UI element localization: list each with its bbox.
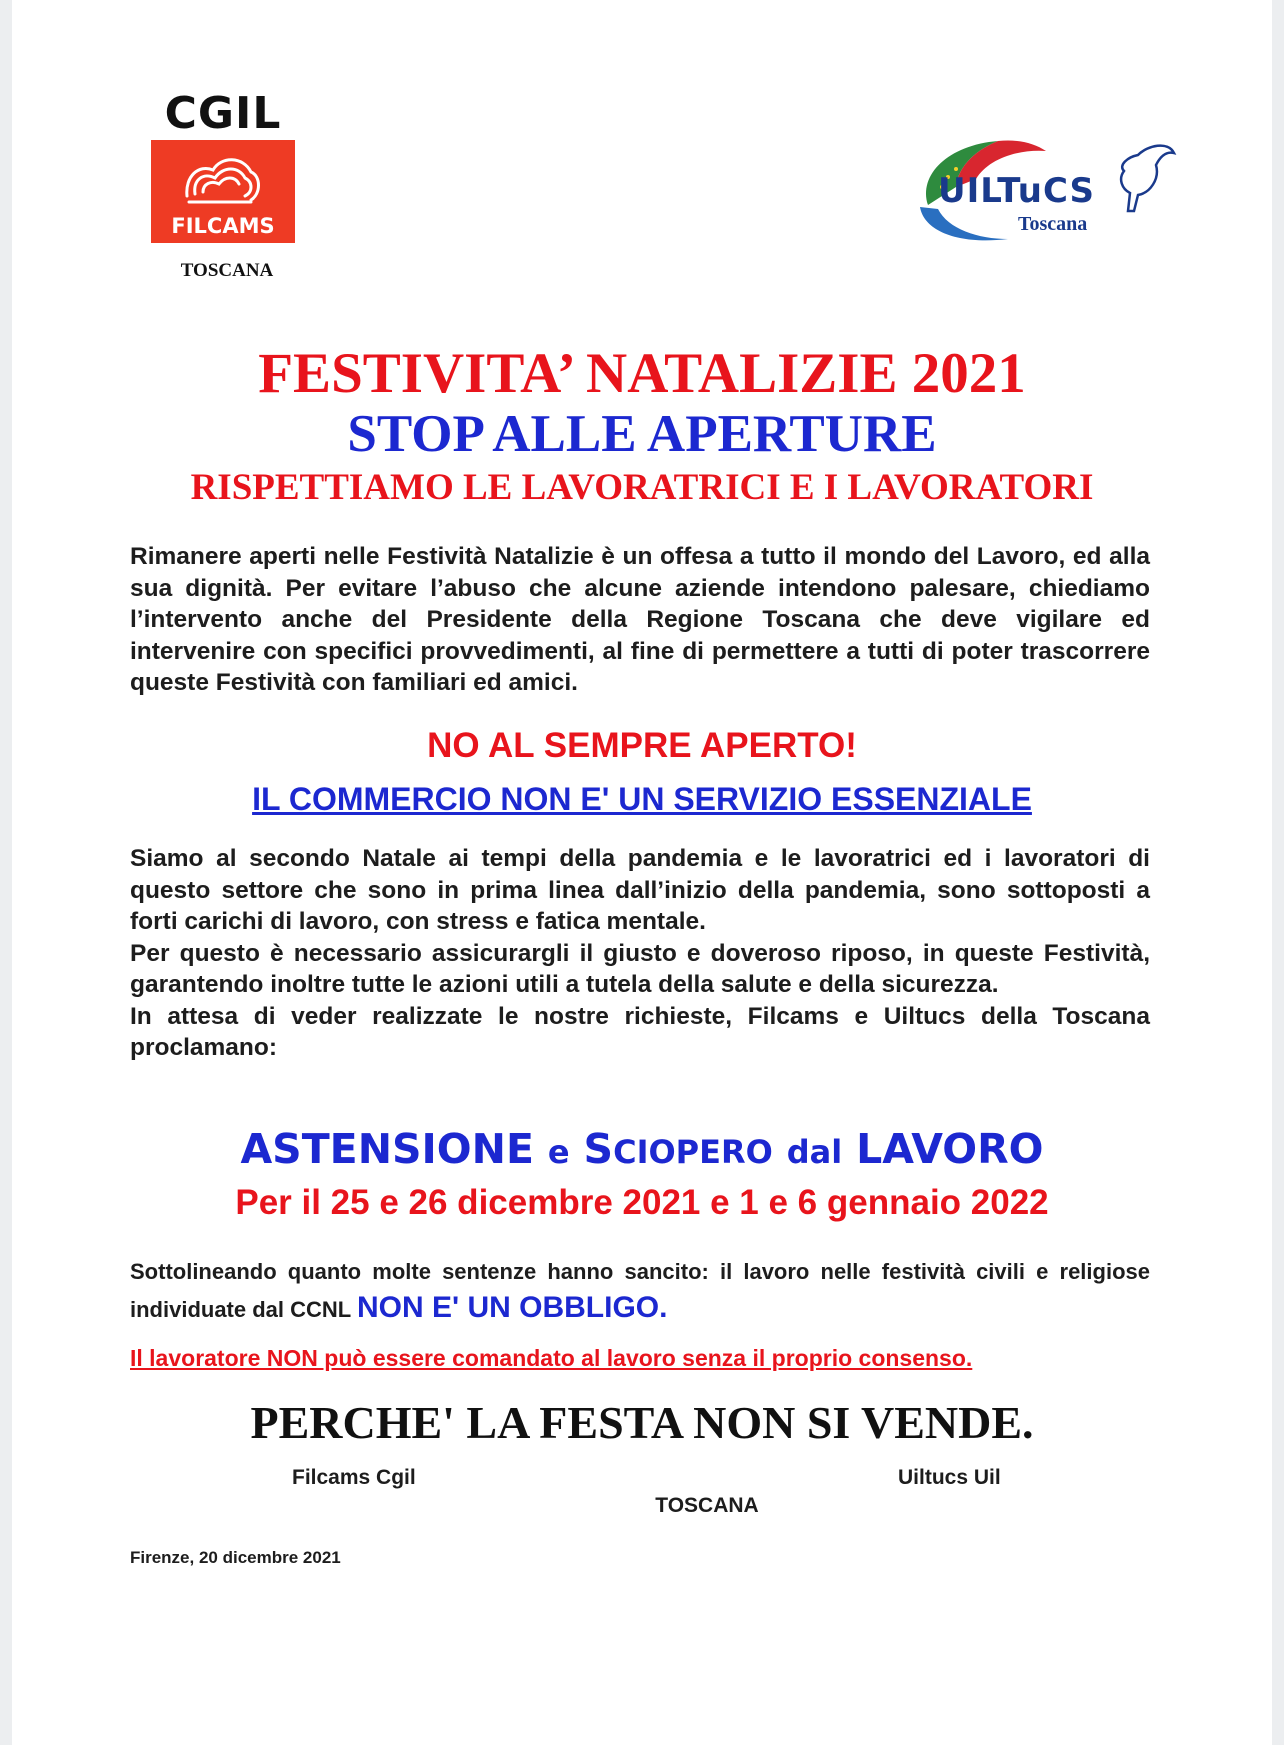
filcams-logo [151, 140, 295, 243]
legal-note-emphasis: NON E' UN OBBLIGO. [356, 1291, 668, 1324]
strike-word-astensione: ASTENSIONE [240, 1125, 534, 1173]
signature-region: TOSCANA [655, 1494, 759, 1517]
document-date: Firenze, 20 dicembre 2021 [130, 1548, 341, 1567]
body-text-3: In attesa di veder realizzate le nostre richieste, Filcams e Uiltucs della Toscana proclamano: [130, 1002, 1150, 1061]
body-text-1: Siamo al secondo Natale ai tempi della pandemia e le lavoratrici ed i lavoratori di questo settore che sono in prima linea dall’inizio della pandemia, sono sottoposti a forti carichi di lavoro, con stress e fatica mentale. [130, 845, 1150, 935]
strike-word-e: e [547, 1133, 570, 1171]
uiltucs-region-label: Toscana [1018, 213, 1088, 235]
signature-filcams: Filcams Cgil [292, 1466, 416, 1489]
body-paragraph [130, 843, 1150, 1064]
uiltucs-logo [898, 135, 1198, 245]
strike-announcement [12, 1125, 1272, 1176]
consent-warning: Il lavoratore NON può essere comandato al lavoro senza il proprio consenso. [130, 1345, 973, 1371]
strike-word-dal: dal [786, 1133, 843, 1171]
signature-uiltucs: Uiltucs Uil [898, 1466, 1001, 1489]
strike-dates: Per il 25 e 26 dicembre 2021 e 1 e 6 gennaio 2022 [235, 1183, 1049, 1222]
subtitle: STOP ALLE APERTURE [347, 405, 937, 463]
flyer-page [12, 0, 1272, 1745]
cgil-region-label: TOSCANA [180, 260, 274, 281]
slogan-commercio: IL COMMERCIO NON E' UN SERVIZIO ESSENZIALE [252, 781, 1032, 817]
strike-word-sciopero: SCIOPERO [583, 1125, 773, 1173]
intro-paragraph [130, 541, 1150, 699]
slogan-no-sempre-aperto: NO AL SEMPRE APERTO! [427, 726, 857, 765]
strike-word-lavoro: LAVORO [856, 1125, 1044, 1173]
legal-note [130, 1254, 1150, 1328]
main-title: FESTIVITA’ NATALIZIE 2021 [258, 342, 1026, 405]
closing-slogan: PERCHE' LA FESTA NON SI VENDE. [250, 1397, 1034, 1448]
body-text-2: Per questo è necessario assicurargli il giusto e doveroso riposo, in queste Festività, garantendo inoltre tutte le azioni utili a tutela della salute e della sicurezza. [130, 939, 1150, 998]
intro-text: Rimanere aperti nelle Festività Natalizie è un offesa a tutto il mondo del Lavoro, ed alla sua dignità. Per evitare l’abuso che alcune aziende intendono palesare, chiediamo l’intervento anche del Presidente della Regione Toscana che deve vigilare ed intervenire con specifici provvedimenti, al fine di permettere a tutti di poter trascorrere queste Festività con familiari ed amici. [130, 543, 1150, 696]
filcams-emblem-icon [181, 146, 265, 212]
tagline: RISPETTIAMO LE LAVORATRICI E I LAVORATORI [190, 467, 1094, 508]
uiltucs-logo-text: UILTuCS [938, 171, 1096, 211]
legal-note-text: Sottolineando quanto molte sentenze hanno sancito: il lavoro nelle festività civili e religiose individuate dal CCNL [130, 1259, 1150, 1322]
filcams-logo-text: FILCAMS [171, 214, 275, 238]
cgil-logo-text: CGIL [164, 88, 282, 139]
